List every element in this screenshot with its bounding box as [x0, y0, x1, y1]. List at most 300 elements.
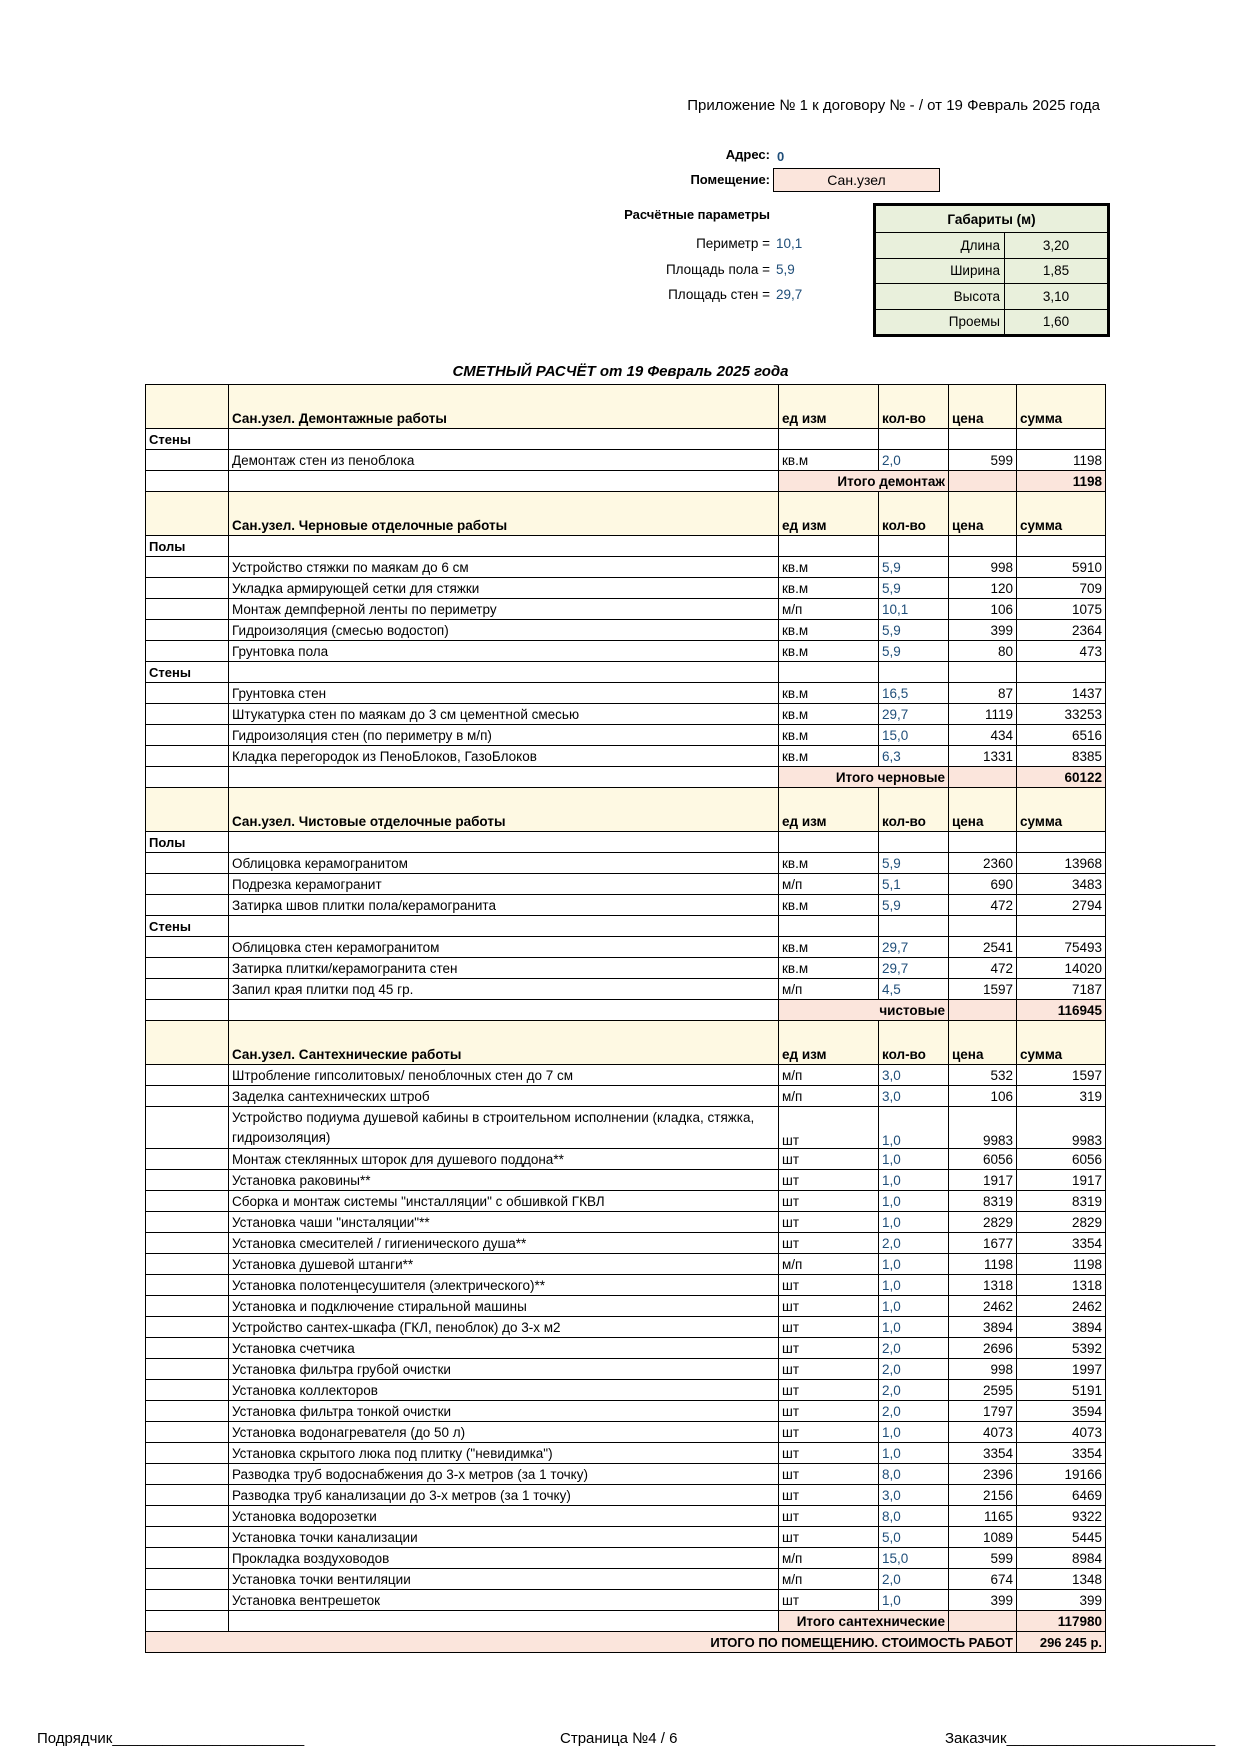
estimate-title: СМЕТНЫЙ РАСЧЁТ от 19 Февраль 2025 года [452, 363, 789, 380]
dim-value: 1,85 [1005, 258, 1108, 284]
item-sum: 1997 [1017, 1359, 1106, 1380]
empty-cell [1017, 662, 1106, 683]
table-row [146, 1443, 1106, 1464]
estimate-table [145, 384, 1106, 1653]
category-row [146, 832, 1106, 853]
item-qty: 1,0 [879, 1107, 949, 1149]
floor-area-label: Площадь пола = [665, 262, 770, 277]
item-price: 3354 [949, 1443, 1017, 1464]
empty-cell [146, 599, 229, 620]
item-name: Монтаж стеклянных шторок для душевого поддона** [229, 1149, 779, 1170]
empty-cell [1017, 832, 1106, 853]
item-qty: 3,0 [879, 1086, 949, 1107]
section-header-row [146, 385, 1106, 429]
category-row [146, 916, 1106, 937]
item-name: Устройство сантех-шкафа (ГКЛ, пеноблок) до 3-х м2 [229, 1317, 779, 1338]
empty-cell [949, 1000, 1017, 1021]
empty-cell [879, 662, 949, 683]
item-qty: 5,0 [879, 1527, 949, 1548]
item-sum: 6469 [1017, 1485, 1106, 1506]
table-row [146, 1527, 1106, 1548]
item-price: 599 [949, 450, 1017, 471]
empty-cell [146, 1422, 229, 1443]
empty-cell [146, 492, 229, 536]
item-unit: м/п [779, 979, 879, 1000]
table-row [146, 1086, 1106, 1107]
table-row [146, 1548, 1106, 1569]
table-row [146, 1107, 1106, 1149]
address-label: Адрес: [725, 147, 770, 162]
empty-cell [146, 937, 229, 958]
section-total-label: Итого сантехнические [779, 1611, 949, 1632]
table-row [146, 578, 1106, 599]
empty-cell [146, 1443, 229, 1464]
empty-cell [229, 536, 779, 557]
item-sum: 14020 [1017, 958, 1106, 979]
table-row [146, 1338, 1106, 1359]
item-price: 120 [949, 578, 1017, 599]
floor-area-value: 5,9 [776, 262, 795, 277]
item-qty: 5,9 [879, 620, 949, 641]
col-unit-header: ед изм [779, 1021, 879, 1065]
item-unit: шт [779, 1170, 879, 1191]
empty-cell [146, 683, 229, 704]
item-price: 1917 [949, 1170, 1017, 1191]
item-name: Демонтаж стен из пеноблока [229, 450, 779, 471]
category-label: Стены [146, 662, 229, 683]
empty-cell [146, 1000, 229, 1021]
section-total-row [146, 1000, 1106, 1021]
item-unit: шт [779, 1443, 879, 1464]
perimeter-label: Периметр = [696, 236, 770, 251]
empty-cell [949, 662, 1017, 683]
item-qty: 2,0 [879, 1401, 949, 1422]
item-sum: 473 [1017, 641, 1106, 662]
item-sum: 75493 [1017, 937, 1106, 958]
item-sum: 5392 [1017, 1338, 1106, 1359]
empty-cell [229, 916, 779, 937]
item-sum: 3483 [1017, 874, 1106, 895]
item-name: Установка смесителей / гигиенического душа** [229, 1233, 779, 1254]
item-unit: кв.м [779, 578, 879, 599]
item-price: 599 [949, 1548, 1017, 1569]
item-sum: 3354 [1017, 1443, 1106, 1464]
item-price: 6056 [949, 1149, 1017, 1170]
item-price: 4073 [949, 1422, 1017, 1443]
empty-cell [146, 557, 229, 578]
dim-value: 3,10 [1005, 284, 1108, 310]
item-qty: 2,0 [879, 1338, 949, 1359]
item-qty: 15,0 [879, 1548, 949, 1569]
section-header-row [146, 788, 1106, 832]
section-total-row [146, 767, 1106, 788]
item-unit: кв.м [779, 895, 879, 916]
empty-cell [146, 874, 229, 895]
item-name: Укладка армирующей сетки для стяжки [229, 578, 779, 599]
item-sum: 319 [1017, 1086, 1106, 1107]
item-sum: 399 [1017, 1590, 1106, 1611]
dim-value: 3,20 [1005, 233, 1108, 259]
item-qty: 15,0 [879, 725, 949, 746]
item-name: Установка скрытого люка под плитку ("невидимка") [229, 1443, 779, 1464]
item-qty: 5,9 [879, 853, 949, 874]
table-row [146, 1317, 1106, 1338]
item-name: Установка водорозетки [229, 1506, 779, 1527]
item-price: 472 [949, 895, 1017, 916]
item-name: Кладка перегородок из ПеноБлоков, ГазоБлоков [229, 746, 779, 767]
item-name: Прокладка воздуховодов [229, 1548, 779, 1569]
item-price: 674 [949, 1569, 1017, 1590]
empty-cell [146, 725, 229, 746]
empty-cell [949, 471, 1017, 492]
item-name: Установка точки вентиляции [229, 1569, 779, 1590]
empty-cell [146, 1569, 229, 1590]
item-qty: 2,0 [879, 1359, 949, 1380]
item-sum: 1437 [1017, 683, 1106, 704]
item-qty: 4,5 [879, 979, 949, 1000]
grand-total-value: 296 245 р. [1017, 1632, 1106, 1653]
item-name: Подрезка керамогранит [229, 874, 779, 895]
empty-cell [146, 471, 229, 492]
table-row [146, 1422, 1106, 1443]
wall-area-value: 29,7 [776, 287, 803, 302]
item-price: 434 [949, 725, 1017, 746]
item-unit: кв.м [779, 746, 879, 767]
dimensions-box [873, 203, 1110, 337]
item-unit: шт [779, 1191, 879, 1212]
item-price: 399 [949, 1590, 1017, 1611]
item-unit: м/п [779, 1569, 879, 1590]
item-price: 1119 [949, 704, 1017, 725]
empty-cell [146, 1107, 229, 1149]
empty-cell [146, 1464, 229, 1485]
empty-cell [949, 429, 1017, 450]
empty-cell [1017, 536, 1106, 557]
item-price: 1089 [949, 1527, 1017, 1548]
item-price: 1165 [949, 1506, 1017, 1527]
dimensions-title: Габариты (м) [876, 206, 1108, 233]
item-unit: м/п [779, 1086, 879, 1107]
empty-cell [146, 1170, 229, 1191]
item-qty: 5,9 [879, 578, 949, 599]
item-price: 2156 [949, 1485, 1017, 1506]
table-row [146, 853, 1106, 874]
item-unit: шт [779, 1422, 879, 1443]
item-price: 106 [949, 1086, 1017, 1107]
item-sum: 8319 [1017, 1191, 1106, 1212]
item-sum: 5191 [1017, 1380, 1106, 1401]
empty-cell [146, 620, 229, 641]
table-row [146, 641, 1106, 662]
col-price-header: цена [949, 385, 1017, 429]
item-name: Монтаж демпферной ленты по периметру [229, 599, 779, 620]
empty-cell [146, 450, 229, 471]
empty-cell [146, 1548, 229, 1569]
item-unit: шт [779, 1506, 879, 1527]
item-name: Гидроизоляция (смесью водостоп) [229, 620, 779, 641]
empty-cell [146, 1401, 229, 1422]
col-sum-header: сумма [1017, 1021, 1106, 1065]
item-sum: 3894 [1017, 1317, 1106, 1338]
item-qty: 1,0 [879, 1254, 949, 1275]
item-unit: кв.м [779, 683, 879, 704]
item-unit: кв.м [779, 450, 879, 471]
table-row [146, 620, 1106, 641]
item-price: 2541 [949, 937, 1017, 958]
item-qty: 1,0 [879, 1275, 949, 1296]
category-label: Стены [146, 916, 229, 937]
item-unit: кв.м [779, 620, 879, 641]
item-price: 80 [949, 641, 1017, 662]
item-sum: 1198 [1017, 1254, 1106, 1275]
table-row [146, 725, 1106, 746]
col-unit-header: ед изм [779, 492, 879, 536]
table-row [146, 1296, 1106, 1317]
empty-cell [146, 767, 229, 788]
item-qty: 1,0 [879, 1443, 949, 1464]
item-qty: 5,9 [879, 895, 949, 916]
item-name: Устройство стяжки по маякам до 6 см [229, 557, 779, 578]
empty-cell [879, 429, 949, 450]
item-name: Установка вентрешеток [229, 1590, 779, 1611]
empty-cell [146, 1359, 229, 1380]
contractor-signature: Подрядчик_______________________ [37, 1730, 305, 1747]
item-sum: 13968 [1017, 853, 1106, 874]
empty-cell [146, 895, 229, 916]
item-sum: 1318 [1017, 1275, 1106, 1296]
empty-cell [146, 853, 229, 874]
item-unit: кв.м [779, 704, 879, 725]
empty-cell [229, 662, 779, 683]
empty-cell [879, 832, 949, 853]
item-qty: 5,1 [879, 874, 949, 895]
item-unit: шт [779, 1107, 879, 1149]
empty-cell [949, 832, 1017, 853]
item-price: 1198 [949, 1254, 1017, 1275]
section-total-row [146, 1611, 1106, 1632]
section-title: Сан.узел. Чистовые отделочные работы [229, 788, 779, 832]
item-unit: шт [779, 1527, 879, 1548]
item-unit: шт [779, 1296, 879, 1317]
table-row [146, 683, 1106, 704]
item-qty: 1,0 [879, 1422, 949, 1443]
empty-cell [146, 1021, 229, 1065]
empty-cell [779, 916, 879, 937]
item-qty: 8,0 [879, 1464, 949, 1485]
item-sum: 5445 [1017, 1527, 1106, 1548]
item-sum: 19166 [1017, 1464, 1106, 1485]
item-name: Сборка и монтаж системы "инсталляции" с обшивкой ГКВЛ [229, 1191, 779, 1212]
item-name: Установка душевой штанги** [229, 1254, 779, 1275]
item-name: Затирка плитки/керамогранита стен [229, 958, 779, 979]
section-total-value: 117980 [1017, 1611, 1106, 1632]
table-row [146, 450, 1106, 471]
table-row [146, 895, 1106, 916]
item-price: 9983 [949, 1107, 1017, 1149]
col-qty-header: кол-во [879, 385, 949, 429]
item-unit: кв.м [779, 853, 879, 874]
dim-label: Ширина [876, 258, 1005, 284]
empty-cell [229, 1611, 779, 1632]
item-sum: 2829 [1017, 1212, 1106, 1233]
item-price: 1331 [949, 746, 1017, 767]
item-name: Установка коллекторов [229, 1380, 779, 1401]
item-qty: 16,5 [879, 683, 949, 704]
empty-cell [146, 1233, 229, 1254]
dim-value: 1,60 [1005, 309, 1108, 335]
item-sum: 3354 [1017, 1233, 1106, 1254]
empty-cell [949, 916, 1017, 937]
table-row [146, 557, 1106, 578]
item-price: 2360 [949, 853, 1017, 874]
col-sum-header: сумма [1017, 788, 1106, 832]
section-total-row [146, 471, 1106, 492]
item-qty: 2,0 [879, 1380, 949, 1401]
section-total-label: Итого демонтаж [779, 471, 949, 492]
col-unit-header: ед изм [779, 385, 879, 429]
item-name: Гидроизоляция стен (по периметру в м/п) [229, 725, 779, 746]
item-qty: 29,7 [879, 937, 949, 958]
table-row [146, 599, 1106, 620]
item-sum: 6056 [1017, 1149, 1106, 1170]
table-row [146, 1485, 1106, 1506]
empty-cell [779, 662, 879, 683]
empty-cell [146, 1296, 229, 1317]
empty-cell [146, 1611, 229, 1632]
appendix-line: Приложение № 1 к договору № - / от 19 Февраль 2025 года [687, 97, 1100, 114]
item-sum: 1348 [1017, 1569, 1106, 1590]
item-unit: кв.м [779, 725, 879, 746]
empty-cell [146, 1086, 229, 1107]
section-total-label: Итого черновые [779, 767, 949, 788]
category-row [146, 536, 1106, 557]
item-qty: 3,0 [879, 1065, 949, 1086]
room-value: Сан.узел [773, 168, 940, 192]
item-qty: 29,7 [879, 704, 949, 725]
empty-cell [949, 1611, 1017, 1632]
item-name: Установка раковины** [229, 1170, 779, 1191]
item-qty: 2,0 [879, 450, 949, 471]
item-qty: 29,7 [879, 958, 949, 979]
item-unit: шт [779, 1212, 879, 1233]
item-name: Установка полотенцесушителя (электрического)** [229, 1275, 779, 1296]
item-qty: 3,0 [879, 1485, 949, 1506]
col-sum-header: сумма [1017, 385, 1106, 429]
address-value: 0 [777, 149, 785, 164]
item-sum: 2794 [1017, 895, 1106, 916]
empty-cell [1017, 916, 1106, 937]
empty-cell [146, 1212, 229, 1233]
empty-cell [146, 1590, 229, 1611]
item-unit: шт [779, 1401, 879, 1422]
empty-cell [229, 767, 779, 788]
table-row [146, 1275, 1106, 1296]
wall-area-label: Площадь стен = [668, 287, 770, 302]
item-unit: шт [779, 1359, 879, 1380]
item-unit: шт [779, 1233, 879, 1254]
item-unit: кв.м [779, 937, 879, 958]
item-unit: шт [779, 1338, 879, 1359]
item-name: Установка и подключение стиральной машины [229, 1296, 779, 1317]
col-sum-header: сумма [1017, 492, 1106, 536]
empty-cell [879, 916, 949, 937]
item-sum: 709 [1017, 578, 1106, 599]
item-unit: шт [779, 1464, 879, 1485]
item-name: Установка фильтра грубой очистки [229, 1359, 779, 1380]
item-sum: 3594 [1017, 1401, 1106, 1422]
table-row [146, 979, 1106, 1000]
table-row [146, 1380, 1106, 1401]
item-unit: шт [779, 1380, 879, 1401]
empty-cell [879, 536, 949, 557]
customer-signature: Заказчик_________________________ [945, 1730, 1216, 1747]
item-name: Грунтовка стен [229, 683, 779, 704]
col-price-header: цена [949, 1021, 1017, 1065]
item-price: 1797 [949, 1401, 1017, 1422]
item-unit: шт [779, 1590, 879, 1611]
table-row [146, 1590, 1106, 1611]
empty-cell [146, 958, 229, 979]
item-name: Затирка швов плитки пола/керамогранита [229, 895, 779, 916]
category-label: Полы [146, 832, 229, 853]
table-row [146, 1506, 1106, 1527]
empty-cell [146, 1275, 229, 1296]
table-row [146, 1170, 1106, 1191]
table-row [146, 1401, 1106, 1422]
item-sum: 9322 [1017, 1506, 1106, 1527]
item-unit: шт [779, 1317, 879, 1338]
item-name: Штробление гипсолитовых/ пеноблочных стен до 7 см [229, 1065, 779, 1086]
item-qty: 5,9 [879, 557, 949, 578]
empty-cell [146, 1254, 229, 1275]
item-price: 2462 [949, 1296, 1017, 1317]
table-row [146, 1233, 1106, 1254]
item-price: 1318 [949, 1275, 1017, 1296]
item-sum: 1917 [1017, 1170, 1106, 1191]
empty-cell [146, 1191, 229, 1212]
item-price: 472 [949, 958, 1017, 979]
item-name: Разводка труб канализации до 3-х метров (за 1 точку) [229, 1485, 779, 1506]
item-sum: 2462 [1017, 1296, 1106, 1317]
col-qty-header: кол-во [879, 1021, 949, 1065]
dim-label: Длина [876, 233, 1005, 259]
item-unit: шт [779, 1275, 879, 1296]
item-qty: 1,0 [879, 1149, 949, 1170]
table-row [146, 1065, 1106, 1086]
item-price: 2696 [949, 1338, 1017, 1359]
item-name: Установка водонагревателя (до 50 л) [229, 1422, 779, 1443]
item-unit: шт [779, 1485, 879, 1506]
empty-cell [146, 641, 229, 662]
page-number: Страница №4 / 6 [560, 1730, 678, 1747]
item-qty: 1,0 [879, 1212, 949, 1233]
empty-cell [229, 429, 779, 450]
item-price: 998 [949, 557, 1017, 578]
item-sum: 2364 [1017, 620, 1106, 641]
item-qty: 10,1 [879, 599, 949, 620]
item-sum: 1198 [1017, 450, 1106, 471]
item-qty: 6,3 [879, 746, 949, 767]
item-name: Облицовка стен керамогранитом [229, 937, 779, 958]
item-sum: 5910 [1017, 557, 1106, 578]
empty-cell [146, 1065, 229, 1086]
table-row [146, 1212, 1106, 1233]
item-qty: 5,9 [879, 641, 949, 662]
item-unit: кв.м [779, 958, 879, 979]
item-name: Облицовка керамогранитом [229, 853, 779, 874]
item-price: 532 [949, 1065, 1017, 1086]
room-label: Помещение: [690, 172, 770, 187]
